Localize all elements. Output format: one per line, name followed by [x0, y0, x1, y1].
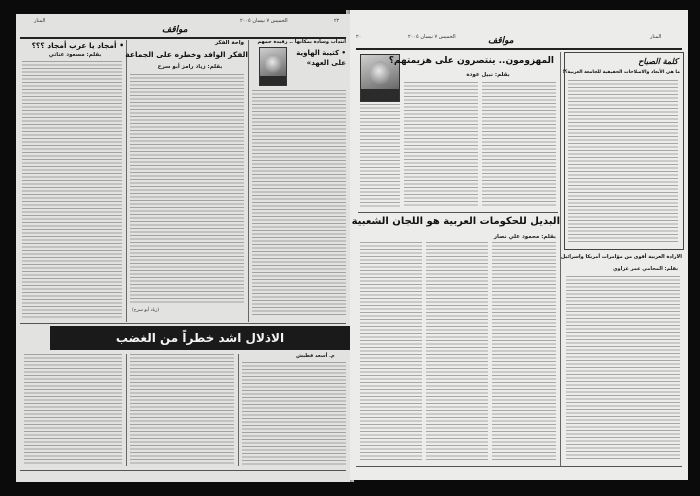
left-lower-rule-2: [238, 354, 239, 466]
right-page-number: ٢٠: [356, 34, 362, 40]
left-page-section-title: مواقف: [162, 25, 188, 35]
right-article-1-headline: المهزومون.. ينتصرون على هزيمتهم؟: [388, 56, 554, 66]
right-article-1-body-col1: [360, 104, 400, 208]
right-article-1-body-col3: [482, 82, 556, 208]
right-mid-rule: [358, 212, 558, 213]
right-article-3-byline: بقلم: المحامي عمر غزاوي: [612, 266, 678, 272]
left-page-paper-name: المنار: [34, 18, 46, 24]
right-header-rule: [356, 48, 682, 50]
left-article-2-body: [130, 74, 244, 304]
right-footer-rule: [356, 466, 682, 467]
right-column-subtitle: ما هي الأبعاد والاصلاحات الحقيقية للجامعة العربية؟!: [562, 70, 680, 75]
left-banner-headline: الاذلال اشد خطراً من الغضب: [50, 326, 350, 350]
right-article-2-headline: البديل للحكومات العربية هو اللجان الشعبية: [351, 216, 560, 227]
left-article-3-kicker: انتداب وسادة بمكانها .. رفيدة جمهم: [257, 39, 346, 45]
left-article-2-signature: (زياد أبو سرح): [132, 308, 160, 313]
left-article-2-byline: بقلم: زياد رامز أبو سرح: [157, 64, 223, 70]
right-column-body: [568, 80, 678, 244]
left-lower-body-3: [242, 362, 346, 466]
left-lower-kicker: م. أسعد قطيش: [296, 353, 335, 359]
right-page-section-title: مواقف: [488, 36, 514, 46]
left-author-photo: [259, 47, 287, 86]
left-lower-body-1: [24, 354, 122, 466]
right-article-3-headline: الارادة العربية أقوى من مؤامرات أمريكا واسرائيل: [560, 254, 682, 260]
left-column-rule-2: [248, 40, 249, 322]
right-page-date: الخميس ٧ نيسان ٢٠٠٥: [408, 34, 456, 40]
left-column-rule-1: [126, 40, 127, 322]
right-article-2-body-col3: [492, 242, 556, 460]
left-article-1-body: [22, 61, 122, 319]
left-article-2-headline: الفكر الوافد وخطره على الجماعة: [125, 50, 248, 59]
left-article-3-headline: • كتيبة الهاوية على العهد»: [296, 49, 346, 67]
left-lower-body-2: [130, 354, 234, 466]
left-mid-rule: [20, 323, 346, 324]
left-article-3-body: [252, 90, 346, 316]
right-page-paper-name: المنار: [650, 34, 662, 40]
left-article-1-headline: • أمجاد يا عرب أمجاد ؟؟؟: [31, 41, 124, 50]
left-article-1-byline: بقلم: مسعود عناتي: [48, 52, 102, 58]
left-article-2-kicker: واحة الفكر: [214, 40, 244, 46]
left-lower-rule-1: [126, 354, 127, 466]
left-newspaper-page: [16, 14, 350, 482]
right-article-2-body-col1: [360, 242, 422, 460]
right-column-title: كلمة الصباح: [638, 56, 678, 66]
right-newspaper-page: [350, 10, 688, 480]
left-footer-rule: [20, 470, 346, 471]
left-page-number: ٢٢: [334, 18, 340, 24]
right-article-1-byline: بقلم: نبيل عودة: [466, 72, 510, 78]
right-article-2-body-col2: [426, 242, 488, 460]
right-article-3-body: [566, 276, 680, 460]
left-page-date: الخميس ٧ نيسان ٢٠٠٥: [240, 18, 288, 24]
right-article-2-byline: بقلم: محمود علي نصار: [493, 234, 556, 240]
right-article-1-body-col2: [404, 82, 478, 208]
